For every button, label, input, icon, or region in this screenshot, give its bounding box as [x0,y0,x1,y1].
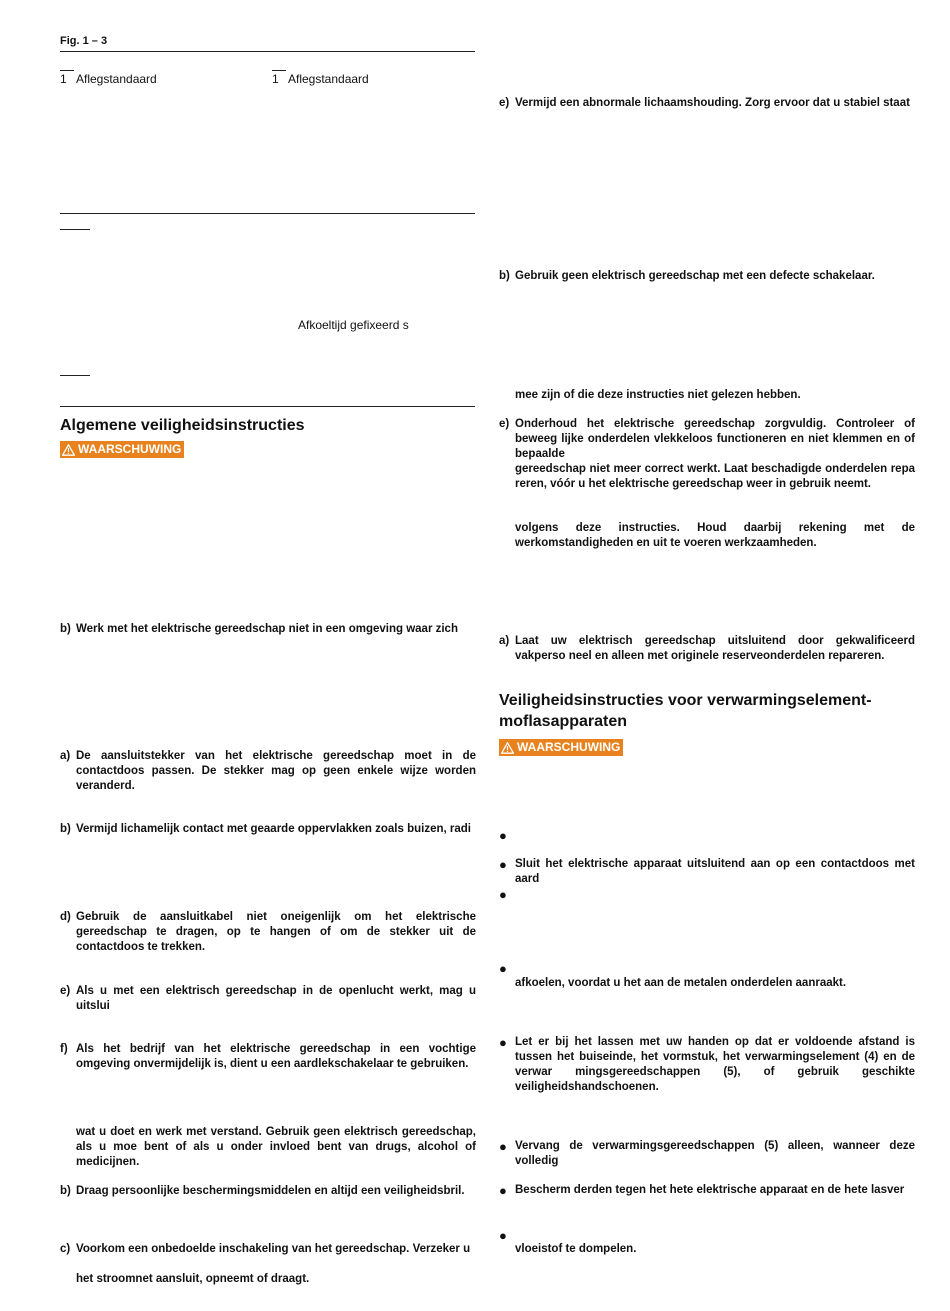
item-text: Draag persoonlijke beschermingsmiddelen en altijd een veiligheidsbril. [76,1185,465,1197]
bullet-text: Vervang de verwarmingsgereedschappen (5) alleen, wanneer deze volledig [515,1140,915,1167]
instruction-item [499,96,915,111]
divider [60,51,475,52]
item-text: het stroomnet aansluit, opneemt of draagt. [76,1273,310,1285]
bullet-text: Let er bij het lassen met uw handen op dat er voldoende afstand is tussen het buiseinde, het vormstuk, het verwarmingselement (4) en de verwar mingsgereedschappen (5), of gebruik geschikte veiligheidshandschoenen. [515,1036,915,1093]
item-text: Werk met het elektrische gereedschap niet in een omgeving waar zich [76,623,458,635]
item-marker: b) [60,623,71,635]
bullet-continuation: vloeistof te dompelen. [515,1243,637,1255]
instruction-item [499,269,915,284]
bullet-text: Sluit het elektrische apparaat uitsluitend aan op een contactdoos met aard [515,858,915,885]
instruction-item [499,388,915,403]
instruction-item [60,984,476,1014]
warning-triangle-icon [501,742,514,754]
bullet-icon: ● [499,1035,507,1050]
bullet-item [499,1035,915,1095]
legend-number: 1 [60,72,76,86]
item-text: Voorkom een onbedoelde inschakeling van het gereedschap. Verzeker u [76,1243,471,1255]
item-marker: c) [60,1243,71,1255]
instruction-item [499,462,915,492]
bullet-continuation: afkoelen, voordat u het aan de metalen onderdelen aanraakt. [515,977,847,989]
short-rule [60,375,90,376]
item-marker: f) [60,1043,68,1055]
figure-label: Fig. 1 – 3 [60,35,108,47]
instruction-item [60,910,476,955]
item-marker: e) [499,97,510,109]
bullet-icon: ● [499,1139,507,1154]
item-text: Vermijd lichamelijk contact met geaarde oppervlakken zoals buizen, radi [76,823,471,835]
warning-badge [60,441,184,461]
instruction-item [60,1184,476,1199]
bullet-item [499,857,915,887]
item-marker: a) [60,750,71,762]
item-text: Als het bedrijf van het elektrische gereedschap in een vochtige omgeving onvermijdelijk is, dient u een aardlekschakelaar te gebruiken. [76,1043,476,1070]
instruction-item [60,749,476,794]
instruction-item [60,1042,476,1072]
item-text: volgens deze instructies. Houd daarbij rekening met de werkomstandigheden en uit te voeren werkzaamheden. [515,522,915,549]
warning-triangle-icon [62,444,75,456]
item-text: Laat uw elektrisch gereedschap uitsluitend door gekwalificeerd vakperso neel en alleen met originele reserveonderdelen repareren. [515,635,915,662]
bullet-icon: ● [499,1228,507,1243]
bullet-item [499,1183,915,1198]
instruction-item [499,521,915,551]
legend-label: Aflegstandaard [76,72,157,86]
instruction-item [60,622,476,637]
short-rule [60,229,90,230]
divider [60,406,475,407]
instruction-item [60,1272,476,1287]
instruction-item [499,634,915,664]
item-text: De aansluitstekker van het elektrische gereedschap moet in de contactdoos passen. De stekker mag op geen enkele wijze worden veranderd. [76,750,476,792]
item-marker: b) [60,823,71,835]
divider [60,213,475,214]
item-marker: b) [60,1185,71,1197]
bullet-icon: ● [499,1183,507,1198]
item-text: wat u doet en werk met verstand. Gebruik geen elektrisch gereedschap, als u moe bent of als u onder invloed bent van drugs, alcohol of medicijnen. [76,1126,476,1168]
warning-label: WAARSCHUWING [517,740,621,754]
item-text: mee zijn of die deze instructies niet gelezen hebben. [515,389,801,401]
legend-number: 1 [272,72,288,86]
instruction-item [499,417,915,462]
item-marker: d) [60,911,71,923]
bullet-icon: ● [499,887,507,902]
bullet-icon: ● [499,828,507,843]
warning-badge [499,739,623,759]
legend-label: Aflegstandaard [288,72,369,86]
bullet-item [499,1139,915,1169]
item-marker: a) [499,635,510,647]
item-text: Vermijd een abnormale lichaamshouding. Zorg ervoor dat u stabiel staat [515,97,910,109]
legend-item [60,72,157,86]
instruction-item [60,822,476,837]
item-text: Gebruik geen elektrisch gereedschap met een defecte schakelaar. [515,270,875,282]
item-text: Als u met een elektrisch gereedschap in de openlucht werkt, mag u uitslui [76,985,476,1012]
warning-label: WAARSCHUWING [78,442,182,456]
item-marker: e) [499,418,510,430]
section-heading: Algemene veiligheidsinstructies [60,417,305,434]
cooling-note: Afkoeltijd gefixeerd s [298,318,409,332]
bullet-icon: ● [499,961,507,976]
bullet-icon: ● [499,857,507,872]
item-marker: b) [499,270,510,282]
item-text: gereedschap niet meer correct werkt. Laat beschadigde onderdelen repa reren, vóór u het elektrische gereedschap weer in gebruik neemt. [515,463,915,490]
legend-item [272,72,369,86]
instruction-item [60,1242,476,1257]
instruction-item [60,1125,476,1170]
item-text: Onderhoud het elektrische gereedschap zorgvuldig. Controleer of beweeg lijke onderdelen vlekkeloos functioneren en niet klemmen en of bepaalde [515,418,915,460]
bullet-text: Bescherm derden tegen het hete elektrische apparaat en de hete lasver [515,1184,905,1196]
item-marker: e) [60,985,71,997]
item-text: Gebruik de aansluitkabel niet oneigenlijk om het elektrische gereedschap te dragen, op te hangen of om de stekker uit de contactdoos te trekken. [76,911,476,953]
section-heading: Veiligheidsinstructies voor verwarmingselement-moflasapparaten [499,692,872,730]
